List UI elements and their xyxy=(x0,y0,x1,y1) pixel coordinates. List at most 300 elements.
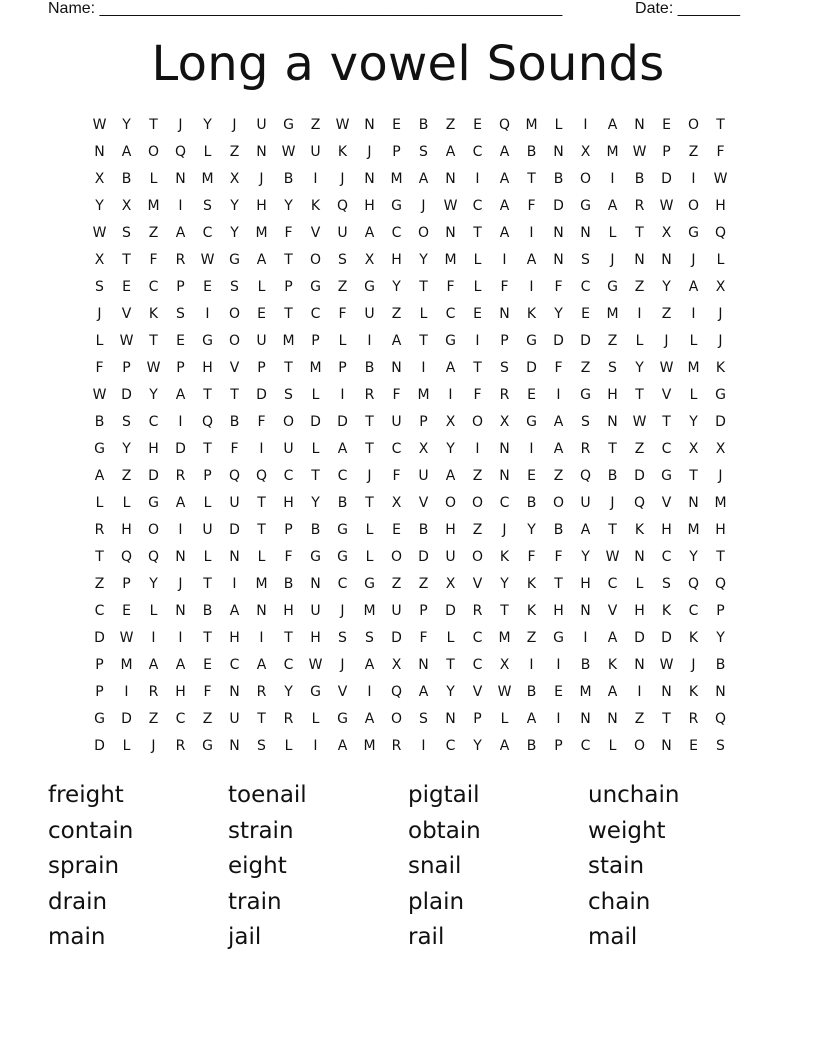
grid-letter[interactable]: I xyxy=(178,413,183,430)
grid-letter[interactable]: N xyxy=(553,224,564,241)
grid-letter[interactable]: N xyxy=(229,548,240,565)
grid-letter[interactable]: T xyxy=(203,629,212,646)
grid-letter[interactable]: S xyxy=(581,251,590,268)
grid-letter[interactable]: N xyxy=(580,224,591,241)
grid-letter[interactable]: H xyxy=(256,197,267,214)
grid-letter[interactable]: T xyxy=(716,116,725,133)
grid-letter[interactable]: A xyxy=(175,224,186,241)
grid-letter[interactable]: U xyxy=(256,116,267,133)
grid-letter[interactable]: K xyxy=(688,683,699,700)
grid-letter[interactable]: A xyxy=(337,737,348,754)
grid-letter[interactable]: P xyxy=(419,413,428,430)
grid-letter[interactable]: T xyxy=(257,710,266,727)
grid-letter[interactable]: L xyxy=(95,332,104,349)
grid-letter[interactable]: Z xyxy=(202,710,213,727)
grid-letter[interactable]: G xyxy=(526,413,537,430)
grid-letter[interactable]: K xyxy=(526,305,537,322)
grid-letter[interactable]: E xyxy=(473,305,482,322)
grid-letter[interactable]: W xyxy=(119,332,134,349)
grid-letter[interactable]: L xyxy=(446,629,455,646)
grid-letter[interactable]: X xyxy=(229,170,240,187)
grid-letter[interactable]: J xyxy=(718,467,723,484)
grid-letter[interactable]: P xyxy=(716,602,725,619)
grid-letter[interactable]: K xyxy=(499,548,510,565)
grid-letter[interactable]: K xyxy=(310,197,321,214)
grid-letter[interactable]: N xyxy=(364,116,375,133)
grid-letter[interactable]: N xyxy=(256,602,267,619)
grid-letter[interactable]: Y xyxy=(662,278,671,295)
grid-letter[interactable]: N xyxy=(175,548,186,565)
grid-letter[interactable]: H xyxy=(310,629,321,646)
grid-letter[interactable]: B xyxy=(715,656,726,673)
grid-letter[interactable]: K xyxy=(526,602,537,619)
grid-letter[interactable]: Q xyxy=(714,710,727,727)
grid-letter[interactable]: P xyxy=(95,683,104,700)
grid-letter[interactable]: O xyxy=(579,170,592,187)
grid-letter[interactable]: Y xyxy=(284,197,293,214)
grid-letter[interactable]: I xyxy=(610,170,615,187)
grid-letter[interactable]: J xyxy=(610,251,615,268)
grid-letter[interactable]: J xyxy=(718,332,723,349)
grid-letter[interactable]: H xyxy=(283,494,294,511)
grid-letter[interactable]: A xyxy=(499,170,510,187)
grid-letter[interactable]: C xyxy=(310,305,321,322)
grid-letter[interactable]: J xyxy=(340,602,345,619)
grid-letter[interactable]: L xyxy=(338,332,347,349)
grid-letter[interactable]: R xyxy=(175,251,186,268)
grid-letter[interactable]: N xyxy=(391,359,402,376)
grid-letter[interactable]: N xyxy=(634,116,645,133)
grid-letter[interactable]: P xyxy=(419,602,428,619)
grid-letter[interactable]: P xyxy=(284,521,293,538)
grid-letter[interactable]: N xyxy=(499,305,510,322)
grid-letter[interactable]: B xyxy=(283,575,294,592)
grid-letter[interactable]: P xyxy=(284,278,293,295)
grid-letter[interactable]: E xyxy=(473,116,482,133)
grid-letter[interactable]: U xyxy=(229,710,240,727)
grid-letter[interactable]: D xyxy=(580,332,591,349)
grid-letter[interactable]: G xyxy=(607,278,618,295)
grid-letter[interactable]: J xyxy=(178,575,183,592)
grid-letter[interactable]: B xyxy=(580,656,591,673)
grid-letter[interactable]: Y xyxy=(446,683,455,700)
grid-letter[interactable]: A xyxy=(175,656,186,673)
grid-letter[interactable]: A xyxy=(499,224,510,241)
grid-letter[interactable]: Y xyxy=(554,305,563,322)
grid-letter[interactable]: J xyxy=(340,656,345,673)
grid-letter[interactable]: G xyxy=(661,467,672,484)
grid-letter[interactable]: U xyxy=(337,224,348,241)
grid-letter[interactable]: G xyxy=(94,440,105,457)
grid-letter[interactable]: O xyxy=(282,413,295,430)
grid-letter[interactable]: Y xyxy=(203,116,212,133)
grid-letter[interactable]: Z xyxy=(121,467,132,484)
grid-letter[interactable]: L xyxy=(257,278,266,295)
grid-letter[interactable]: I xyxy=(475,332,480,349)
grid-letter[interactable]: K xyxy=(607,656,618,673)
grid-letter[interactable]: X xyxy=(364,251,375,268)
grid-letter[interactable]: M xyxy=(363,737,376,754)
grid-letter[interactable]: C xyxy=(472,629,483,646)
grid-letter[interactable]: N xyxy=(229,683,240,700)
grid-letter[interactable]: T xyxy=(554,575,563,592)
grid-letter[interactable]: I xyxy=(556,386,561,403)
grid-letter[interactable]: N xyxy=(634,251,645,268)
grid-letter[interactable]: A xyxy=(391,332,402,349)
grid-letter[interactable]: F xyxy=(284,548,293,565)
grid-letter[interactable]: G xyxy=(310,278,321,295)
grid-letter[interactable]: K xyxy=(715,359,726,376)
grid-letter[interactable]: D xyxy=(553,197,564,214)
grid-letter[interactable]: G xyxy=(337,548,348,565)
grid-letter[interactable]: C xyxy=(580,737,591,754)
grid-letter[interactable]: L xyxy=(689,386,698,403)
grid-letter[interactable]: S xyxy=(284,386,293,403)
grid-letter[interactable]: S xyxy=(581,413,590,430)
grid-letter[interactable]: D xyxy=(175,440,186,457)
grid-letter[interactable]: T xyxy=(473,224,482,241)
grid-letter[interactable]: H xyxy=(607,386,618,403)
grid-letter[interactable]: X xyxy=(445,413,456,430)
grid-letter[interactable]: E xyxy=(122,602,131,619)
grid-letter[interactable]: Z xyxy=(688,143,699,160)
grid-letter[interactable]: T xyxy=(365,440,374,457)
grid-letter[interactable]: D xyxy=(553,332,564,349)
grid-letter[interactable]: E xyxy=(392,116,401,133)
grid-letter[interactable]: M xyxy=(120,656,133,673)
grid-letter[interactable]: U xyxy=(364,305,375,322)
grid-letter[interactable]: Y xyxy=(230,224,239,241)
grid-letter[interactable]: P xyxy=(554,737,563,754)
grid-letter[interactable]: G xyxy=(337,521,348,538)
grid-letter[interactable]: Z xyxy=(391,575,402,592)
grid-letter[interactable]: W xyxy=(92,386,107,403)
grid-letter[interactable]: Z xyxy=(634,710,645,727)
grid-letter[interactable]: I xyxy=(178,197,183,214)
grid-letter[interactable]: D xyxy=(148,467,159,484)
grid-letter[interactable]: Z xyxy=(418,575,429,592)
grid-letter[interactable]: Q xyxy=(174,143,187,160)
grid-letter[interactable]: C xyxy=(472,656,483,673)
grid-letter[interactable]: M xyxy=(255,224,268,241)
grid-letter[interactable]: Q xyxy=(633,494,646,511)
grid-letter[interactable]: A xyxy=(445,143,456,160)
grid-letter[interactable]: D xyxy=(661,170,672,187)
grid-letter[interactable]: G xyxy=(148,494,159,511)
grid-letter[interactable]: O xyxy=(687,116,700,133)
grid-letter[interactable]: A xyxy=(121,143,132,160)
grid-letter[interactable]: I xyxy=(178,629,183,646)
grid-letter[interactable]: M xyxy=(417,386,430,403)
grid-letter[interactable]: X xyxy=(715,440,726,457)
grid-letter[interactable]: V xyxy=(337,683,348,700)
grid-letter[interactable]: N xyxy=(634,548,645,565)
grid-letter[interactable]: W xyxy=(632,143,647,160)
grid-letter[interactable]: H xyxy=(202,359,213,376)
grid-letter[interactable]: H xyxy=(661,521,672,538)
grid-letter[interactable]: T xyxy=(419,278,428,295)
grid-letter[interactable]: P xyxy=(203,467,212,484)
grid-letter[interactable]: C xyxy=(337,467,348,484)
grid-letter[interactable]: T xyxy=(122,251,131,268)
grid-letter[interactable]: J xyxy=(421,197,426,214)
grid-letter[interactable]: O xyxy=(633,737,646,754)
grid-letter[interactable]: A xyxy=(526,710,537,727)
grid-letter[interactable]: V xyxy=(607,602,618,619)
grid-letter[interactable]: T xyxy=(473,359,482,376)
grid-letter[interactable]: H xyxy=(148,440,159,457)
grid-letter[interactable]: U xyxy=(445,548,456,565)
grid-letter[interactable]: O xyxy=(309,251,322,268)
grid-letter[interactable]: O xyxy=(687,197,700,214)
grid-letter[interactable]: Z xyxy=(391,305,402,322)
grid-letter[interactable]: Y xyxy=(392,278,401,295)
grid-letter[interactable]: C xyxy=(445,305,456,322)
grid-letter[interactable]: G xyxy=(283,116,294,133)
grid-letter[interactable]: L xyxy=(500,710,509,727)
grid-letter[interactable]: H xyxy=(553,602,564,619)
grid-letter[interactable]: E xyxy=(122,278,131,295)
grid-letter[interactable]: B xyxy=(418,521,429,538)
grid-letter[interactable]: R xyxy=(688,710,699,727)
grid-letter[interactable]: A xyxy=(364,656,375,673)
grid-letter[interactable]: K xyxy=(688,629,699,646)
grid-letter[interactable]: J xyxy=(610,494,615,511)
grid-letter[interactable]: N xyxy=(445,224,456,241)
grid-letter[interactable]: I xyxy=(583,629,588,646)
grid-letter[interactable]: L xyxy=(608,737,617,754)
grid-letter[interactable]: J xyxy=(151,737,156,754)
grid-letter[interactable]: S xyxy=(500,359,509,376)
grid-letter[interactable]: S xyxy=(716,737,725,754)
grid-letter[interactable]: C xyxy=(148,278,159,295)
grid-letter[interactable]: T xyxy=(608,521,617,538)
grid-letter[interactable]: O xyxy=(228,305,241,322)
grid-letter[interactable]: X xyxy=(715,278,726,295)
grid-letter[interactable]: R xyxy=(256,683,267,700)
grid-letter[interactable]: Y xyxy=(230,197,239,214)
grid-letter[interactable]: O xyxy=(390,548,403,565)
grid-letter[interactable]: Z xyxy=(607,332,618,349)
grid-letter[interactable]: R xyxy=(283,710,294,727)
grid-letter[interactable]: J xyxy=(232,116,237,133)
grid-letter[interactable]: B xyxy=(634,170,645,187)
grid-letter[interactable]: T xyxy=(203,575,212,592)
grid-letter[interactable]: P xyxy=(500,332,509,349)
grid-letter[interactable]: T xyxy=(95,548,104,565)
grid-letter[interactable]: U xyxy=(391,413,402,430)
grid-letter[interactable]: N xyxy=(661,251,672,268)
grid-letter[interactable]: N xyxy=(445,170,456,187)
grid-letter[interactable]: I xyxy=(529,656,534,673)
grid-letter[interactable]: I xyxy=(421,359,426,376)
grid-letter[interactable]: D xyxy=(715,413,726,430)
grid-letter[interactable]: X xyxy=(94,170,105,187)
grid-letter[interactable]: S xyxy=(608,359,617,376)
grid-letter[interactable]: I xyxy=(691,305,696,322)
grid-letter[interactable]: S xyxy=(419,143,428,160)
grid-letter[interactable]: A xyxy=(445,467,456,484)
grid-letter[interactable]: H xyxy=(445,521,456,538)
grid-letter[interactable]: A xyxy=(526,251,537,268)
grid-letter[interactable]: Y xyxy=(473,737,482,754)
grid-letter[interactable]: B xyxy=(553,170,564,187)
grid-letter[interactable]: D xyxy=(526,359,537,376)
grid-letter[interactable]: Y xyxy=(284,683,293,700)
grid-letter[interactable]: N xyxy=(94,143,105,160)
grid-letter[interactable]: G xyxy=(715,386,726,403)
grid-letter[interactable]: G xyxy=(364,575,375,592)
grid-letter[interactable]: S xyxy=(662,575,671,592)
grid-letter[interactable]: Y xyxy=(527,521,536,538)
grid-letter[interactable]: F xyxy=(392,386,401,403)
grid-letter[interactable]: H xyxy=(715,521,726,538)
grid-letter[interactable]: P xyxy=(122,575,131,592)
grid-letter[interactable]: D xyxy=(391,629,402,646)
grid-letter[interactable]: B xyxy=(526,737,537,754)
grid-letter[interactable]: O xyxy=(147,521,160,538)
grid-letter[interactable]: G xyxy=(94,710,105,727)
grid-letter[interactable]: A xyxy=(499,143,510,160)
grid-letter[interactable]: I xyxy=(313,737,318,754)
grid-letter[interactable]: W xyxy=(281,143,296,160)
grid-letter[interactable]: F xyxy=(230,440,239,457)
grid-letter[interactable]: U xyxy=(256,332,267,349)
grid-letter[interactable]: T xyxy=(149,332,158,349)
grid-letter[interactable]: K xyxy=(337,143,348,160)
grid-letter[interactable]: E xyxy=(581,305,590,322)
grid-letter[interactable]: W xyxy=(92,224,107,241)
grid-letter[interactable]: Y xyxy=(689,548,698,565)
grid-letter[interactable]: I xyxy=(475,440,480,457)
grid-letter[interactable]: A xyxy=(607,629,618,646)
grid-letter[interactable]: I xyxy=(502,251,507,268)
grid-letter[interactable]: J xyxy=(367,467,372,484)
grid-letter[interactable]: U xyxy=(283,440,294,457)
grid-letter[interactable]: C xyxy=(94,602,105,619)
grid-letter[interactable]: Y xyxy=(446,440,455,457)
grid-letter[interactable]: T xyxy=(149,116,158,133)
grid-letter[interactable]: N xyxy=(418,656,429,673)
grid-letter[interactable]: N xyxy=(310,575,321,592)
grid-letter[interactable]: T xyxy=(635,386,644,403)
grid-letter[interactable]: C xyxy=(580,278,591,295)
grid-letter[interactable]: N xyxy=(364,170,375,187)
grid-letter[interactable]: W xyxy=(146,359,161,376)
grid-letter[interactable]: P xyxy=(176,278,185,295)
grid-letter[interactable]: I xyxy=(367,332,372,349)
grid-letter[interactable]: N xyxy=(661,737,672,754)
grid-letter[interactable]: D xyxy=(337,413,348,430)
grid-letter[interactable]: I xyxy=(313,170,318,187)
grid-letter[interactable]: M xyxy=(579,683,592,700)
grid-letter[interactable]: I xyxy=(259,440,264,457)
grid-letter[interactable]: Q xyxy=(714,575,727,592)
grid-letter[interactable]: L xyxy=(635,332,644,349)
grid-letter[interactable]: P xyxy=(257,359,266,376)
grid-letter[interactable]: Z xyxy=(634,440,645,457)
grid-letter[interactable]: U xyxy=(202,521,213,538)
grid-letter[interactable]: Z xyxy=(229,143,240,160)
grid-letter[interactable]: O xyxy=(471,548,484,565)
grid-letter[interactable]: L xyxy=(365,521,374,538)
grid-letter[interactable]: Z xyxy=(634,278,645,295)
grid-letter[interactable]: Q xyxy=(498,116,511,133)
grid-letter[interactable]: L xyxy=(122,737,131,754)
grid-letter[interactable]: Y xyxy=(122,116,131,133)
grid-letter[interactable]: A xyxy=(175,386,186,403)
grid-letter[interactable]: B xyxy=(526,143,537,160)
grid-letter[interactable]: R xyxy=(94,521,105,538)
grid-letter[interactable]: F xyxy=(257,413,266,430)
grid-letter[interactable]: A xyxy=(445,359,456,376)
grid-letter[interactable]: W xyxy=(713,170,728,187)
grid-letter[interactable]: A xyxy=(418,683,429,700)
grid-letter[interactable]: D xyxy=(634,629,645,646)
grid-letter[interactable]: B xyxy=(526,683,537,700)
grid-letter[interactable]: M xyxy=(390,170,403,187)
grid-letter[interactable]: V xyxy=(661,494,672,511)
grid-letter[interactable]: X xyxy=(661,224,672,241)
grid-letter[interactable]: S xyxy=(338,251,347,268)
grid-letter[interactable]: D xyxy=(418,548,429,565)
grid-letter[interactable]: R xyxy=(364,386,375,403)
grid-letter[interactable]: R xyxy=(175,737,186,754)
grid-letter[interactable]: H xyxy=(580,575,591,592)
grid-letter[interactable]: I xyxy=(178,521,183,538)
grid-letter[interactable]: N xyxy=(445,710,456,727)
grid-letter[interactable]: L xyxy=(149,602,158,619)
grid-letter[interactable]: K xyxy=(148,305,159,322)
grid-letter[interactable]: Q xyxy=(336,197,349,214)
grid-letter[interactable]: C xyxy=(445,737,456,754)
grid-letter[interactable]: J xyxy=(178,116,183,133)
grid-letter[interactable]: G xyxy=(364,278,375,295)
grid-letter[interactable]: I xyxy=(259,629,264,646)
grid-letter[interactable]: P xyxy=(176,359,185,376)
grid-letter[interactable]: R xyxy=(391,737,402,754)
grid-letter[interactable]: L xyxy=(311,710,320,727)
grid-letter[interactable]: Y xyxy=(122,440,131,457)
grid-letter[interactable]: Y xyxy=(689,413,698,430)
grid-letter[interactable]: I xyxy=(205,305,210,322)
grid-letter[interactable]: N xyxy=(256,143,267,160)
grid-letter[interactable]: O xyxy=(471,413,484,430)
grid-letter[interactable]: I xyxy=(556,710,561,727)
grid-letter[interactable]: J xyxy=(664,332,669,349)
grid-letter[interactable]: B xyxy=(121,170,132,187)
grid-letter[interactable]: C xyxy=(337,575,348,592)
grid-letter[interactable]: M xyxy=(498,629,511,646)
grid-letter[interactable]: T xyxy=(527,170,536,187)
grid-letter[interactable]: G xyxy=(337,710,348,727)
grid-letter[interactable]: E xyxy=(257,305,266,322)
grid-letter[interactable]: F xyxy=(203,683,212,700)
grid-letter[interactable]: E xyxy=(527,467,536,484)
grid-letter[interactable]: B xyxy=(310,521,321,538)
grid-letter[interactable]: D xyxy=(445,602,456,619)
grid-letter[interactable]: C xyxy=(283,467,294,484)
grid-letter[interactable]: I xyxy=(151,629,156,646)
grid-letter[interactable]: C xyxy=(229,656,240,673)
grid-letter[interactable]: I xyxy=(637,305,642,322)
grid-letter[interactable]: R xyxy=(634,197,645,214)
grid-letter[interactable]: Q xyxy=(147,548,160,565)
grid-letter[interactable]: Z xyxy=(472,521,483,538)
grid-letter[interactable]: L xyxy=(716,251,725,268)
grid-letter[interactable]: I xyxy=(529,440,534,457)
grid-letter[interactable]: D xyxy=(121,386,132,403)
